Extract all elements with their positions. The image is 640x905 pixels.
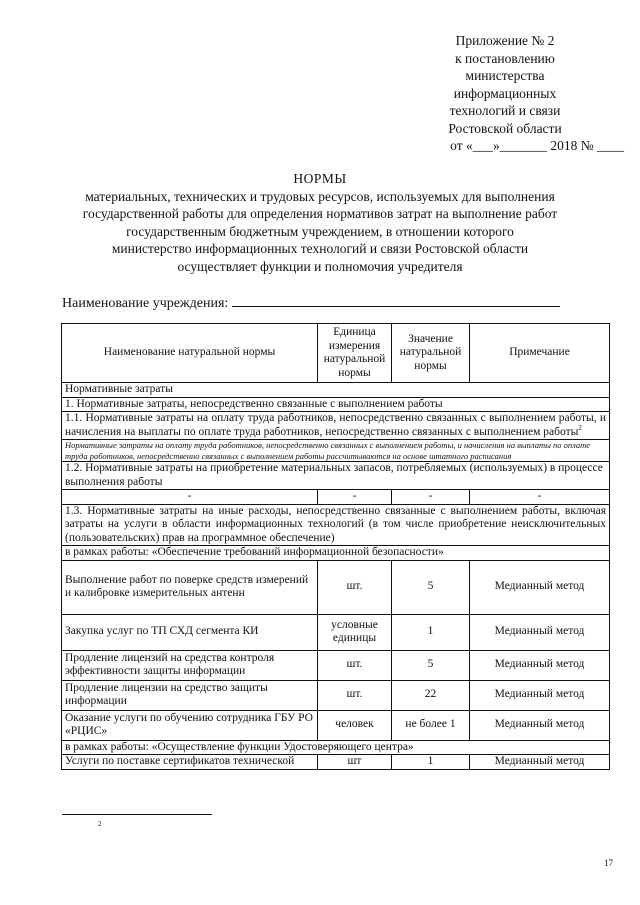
header-name: Наименование натуральной нормы [62,324,318,383]
row-unit: человек [318,710,392,740]
section-row [62,397,610,412]
heading-line: министерство информационных технологий и связи Ростовской области [111,241,529,256]
section-row [62,383,610,398]
dash-cell: - [392,490,470,505]
row-value: 5 [392,650,470,680]
document-heading [40,170,600,275]
section-1: 1. Нормативные затраты, непосредственно связанные с выполнением работы [62,397,610,412]
appendix-block [400,32,624,155]
row-note: Медианный метод [470,650,610,680]
row-note: Медианный метод [470,560,610,614]
footnote-mark: 2 [98,820,102,828]
row-name: Продление лицензии на средство защиты информации [62,680,318,710]
row-name: Продление лицензий на средства контроля эффективности защиты информации [62,650,318,680]
section-1-1-text: 1.1. Нормативные затраты на оплату труда работников, непосредственно связанных с выполнением работы, и начисления на выплаты по оплате труда работников, непосредственно связанных с выполнением работы [65,412,606,438]
row-value: 22 [392,680,470,710]
appendix-line: министерства [465,68,545,83]
norms-table [61,323,610,770]
row-unit: шт. [318,560,392,614]
section-normative: Нормативные затраты [62,383,610,398]
row-name: Оказание услуги по обучению сотрудника ГБУ РО «РЦИС» [62,710,318,740]
table-header-row [62,324,610,383]
table-row [62,650,610,680]
page-number: 17 [604,858,613,868]
dash-cell: - [470,490,610,505]
header-note: Примечание [470,324,610,383]
heading-line: осуществляет функции и полномочия учредителя [177,258,463,274]
section-row [62,462,610,490]
section-1-1-note: Нормативные затраты на оплату труда работников, непосредственно связанных с выполнением работы, и начисления на выплаты по оплате труда работников, непосредственно связанных с выполнением работы рассчитываются на основе штатного расписания [62,440,610,462]
group-certificate-center: в рамках работы: «Осуществление функции Удостоверяющего центра» [62,740,610,755]
document-title: НОРМЫ [293,171,347,186]
row-value: 1 [392,614,470,650]
institution-blank-line [232,292,560,307]
appendix-line: к постановлению [455,50,555,66]
appendix-line: информационных [453,85,557,101]
appendix-line: Приложение № 2 [455,33,555,48]
row-name: Услуги по поставке сертификатов технической [62,755,318,770]
row-unit: шт. [318,680,392,710]
heading-line: государственным бюджетным учреждением, в отношении которого [126,223,514,239]
row-name: Выполнение работ по поверке средств измерений и калибровке измерительных антенн [62,560,318,614]
row-value: не более 1 [392,710,470,740]
dash-cell: - [318,490,392,505]
row-unit: шт. [318,650,392,680]
footnote-divider [62,814,212,815]
row-unit: шт [318,755,392,770]
table-row [62,710,610,740]
dash-row [62,490,610,505]
institution-label: Наименование учреждения: [62,296,229,311]
row-note: Медианный метод [470,614,610,650]
section-1-3: 1.3. Нормативные затраты на иные расходы, непосредственно связанные с выполнением работы, включая затраты на услуги в области информационных технологий (в том числе приобретение неисключительных (пользовательских) прав на программное обеспечение) [62,504,610,546]
row-note: Медианный метод [470,755,610,770]
row-note: Медианный метод [470,680,610,710]
footnote-reference: 2 [578,423,582,432]
heading-line: государственной работы для определения нормативов затрат на выполнение работ [82,206,558,221]
table-row [62,560,610,614]
note-row [62,440,610,462]
appendix-date-line: от «___»_______ 2018 № ____ [450,138,624,153]
section-row [62,504,610,546]
group-row [62,546,610,561]
table-row [62,614,610,650]
header-unit: Единица измерения натуральной нормы [318,324,392,383]
row-note: Медианный метод [470,710,610,740]
row-value: 1 [392,755,470,770]
table-row [62,680,610,710]
section-1-2: 1.2. Нормативные затраты на приобретение материальных запасов, потребляемых (используемых) в процессе выполнения работы [62,462,610,490]
heading-line: материальных, технических и трудовых ресурсов, используемых для выполнения [85,188,555,204]
dash-cell: - [62,490,318,505]
appendix-line: Ростовской области [448,120,562,136]
group-row [62,740,610,755]
institution-field [62,292,560,312]
section-row [62,412,610,440]
appendix-line: технологий и связи [449,103,561,118]
table-row [62,755,610,770]
section-1-1 [62,412,610,440]
row-unit: условные единицы [318,614,392,650]
group-security: в рамках работы: «Обеспечение требований информационной безопасности» [62,546,610,561]
row-name: Закупка услуг по ТП СХД сегмента КИ [62,614,318,650]
row-value: 5 [392,560,470,614]
header-value: Значение натуральной нормы [392,324,470,383]
